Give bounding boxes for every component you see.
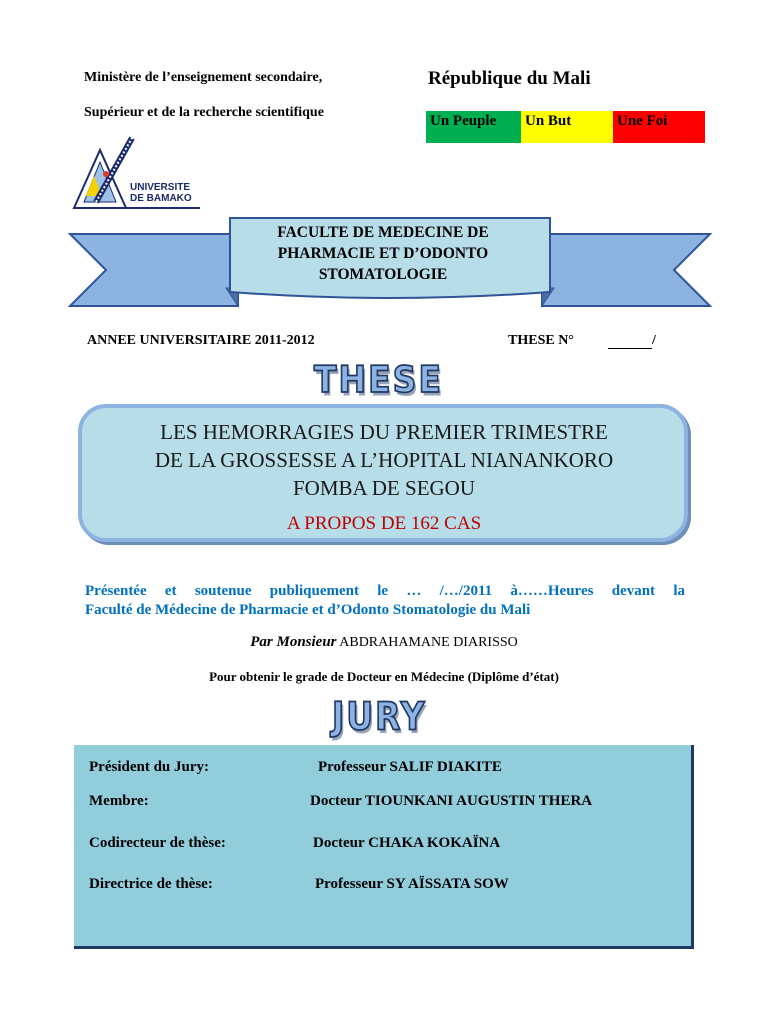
- motto-une-foi: Une Foi: [613, 111, 705, 143]
- these-number-label: THESE N°: [508, 333, 574, 348]
- jury-role-member: Membre:: [89, 793, 149, 809]
- academic-year: ANNEE UNIVERSITAIRE 2011-2012: [87, 333, 315, 348]
- jury-name-codirector: Docteur CHAKA KOKAÏNA: [313, 835, 501, 851]
- republic-title: République du Mali: [428, 68, 591, 89]
- author-label: Par Monsieur: [250, 634, 337, 650]
- title-line-1: LES HEMORRAGIES DU PREMIER TRIMESTRE: [160, 420, 608, 444]
- motto-un-but: Un But: [521, 111, 613, 143]
- jury-role-president: Président du Jury:: [89, 759, 209, 775]
- motto-un-peuple: Un Peuple: [426, 111, 521, 143]
- author-line: [0, 634, 768, 651]
- jury-name-member: Docteur TIOUNKANI AUGUSTIN THERA: [310, 793, 593, 809]
- faculty-line-1: FACULTE DE MEDECINE DE: [277, 224, 489, 241]
- faculty-line-3: STOMATOLOGIE: [318, 266, 448, 283]
- thesis-title: [90, 418, 678, 502]
- jury-name-director: Professeur SY AÏSSATA SOW: [315, 876, 509, 892]
- faculty-line-2: PHARMACIE ET D’ODONTO: [277, 245, 489, 262]
- logo-text-de-bamako: DE BAMAKO: [130, 193, 192, 204]
- title-line-2: DE LA GROSSESSE A L’HOPITAL NIANANKORO: [154, 448, 614, 472]
- title-line-3: FOMBA DE SEGOU: [292, 476, 476, 500]
- presentation-line-2: Faculté de Médecine de Pharmacie et d’Odonto Stomatologie du Mali: [85, 602, 531, 618]
- faculty-name: [238, 222, 528, 285]
- these-number-slash: /: [652, 333, 656, 348]
- jury-name-president: Professeur SALIF DIAKITE: [318, 759, 502, 775]
- these-number-blank: [608, 348, 652, 349]
- author-name: ABDRAHAMANE DIARISSO: [339, 635, 518, 650]
- jury-role-codirector: Codirecteur de thèse:: [89, 835, 226, 851]
- presentation-line-1: Présentée et soutenue publiquement le … /…/2011 à……Heures devant la: [85, 583, 685, 599]
- logo-text-universite: UNIVERSITE: [130, 182, 191, 193]
- these-heading: THESE: [314, 358, 443, 401]
- jury-role-director: Directrice de thèse:: [89, 876, 213, 892]
- jury-heading: JURY: [332, 694, 427, 739]
- grade-line: Pour obtenir le grade de Docteur en Médecine (Diplôme d’état): [209, 669, 559, 684]
- ministry-line2: Supérieur et de la recherche scientifique: [84, 105, 324, 120]
- ministry-line1: Ministère de l’enseignement secondaire,: [84, 70, 323, 85]
- thesis-subtitle: A PROPOS DE 162 CAS: [286, 513, 482, 534]
